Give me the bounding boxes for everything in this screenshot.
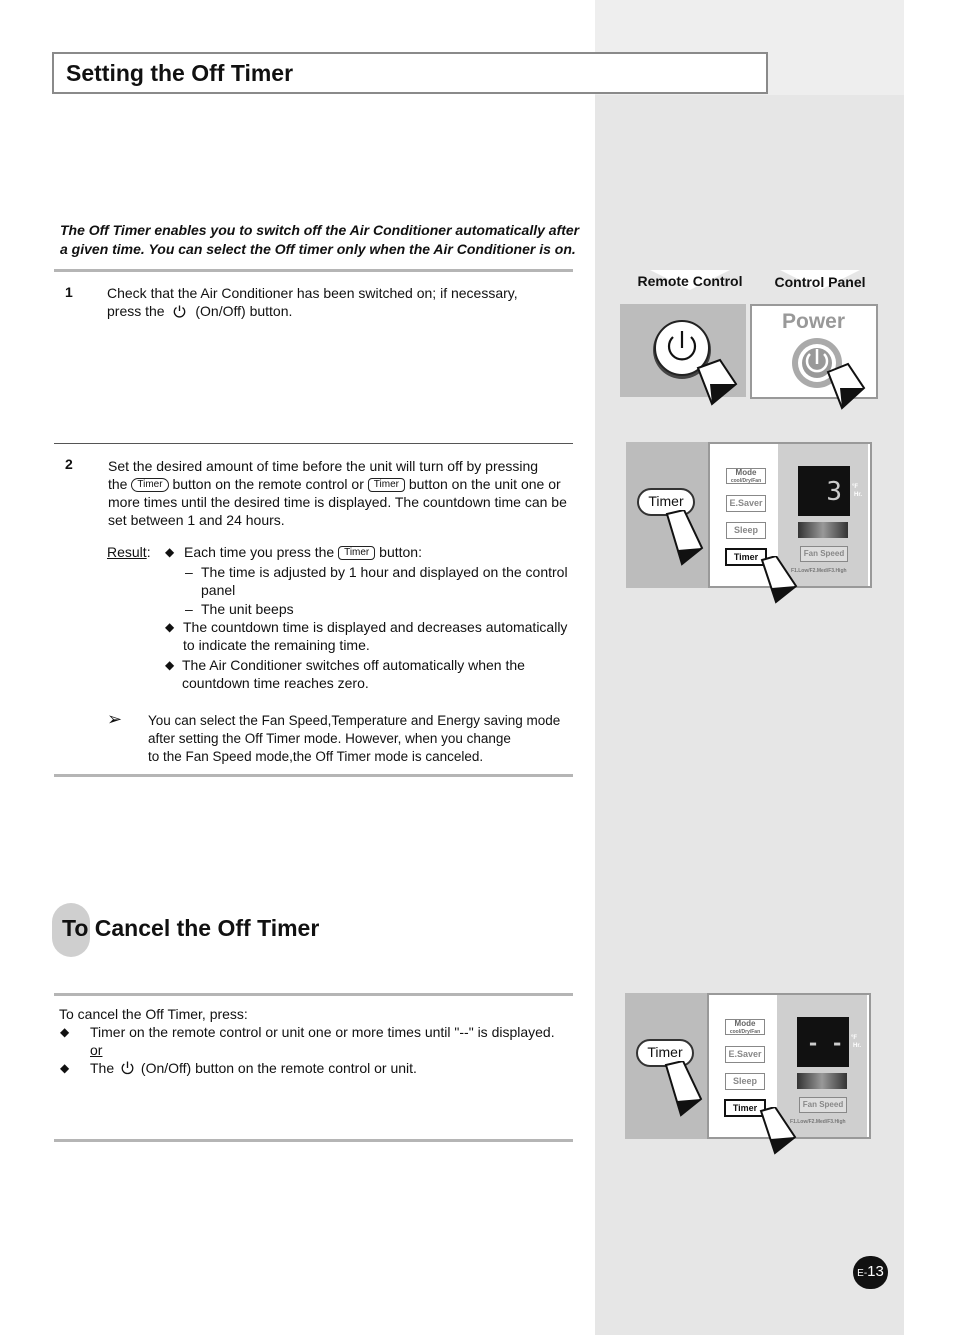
result-item-1: Each time you press the Timer button: — [184, 544, 422, 560]
timer-unit-button-icon: Timer — [368, 478, 405, 492]
page-number: E-13 — [853, 1256, 888, 1289]
divider — [54, 443, 573, 444]
intro-line-1: The Off Timer enables you to switch off the Air Conditioner automatically after — [60, 222, 580, 238]
remote-timer-button: Timer — [636, 1039, 694, 1067]
cancel-item-2: The (On/Off) button on the remote control or unit. — [90, 1060, 417, 1076]
step-1-text — [107, 284, 577, 320]
esaver-button: E.Saver — [725, 1046, 765, 1063]
cancel-item-1: Timer on the remote control or unit one or more times until "--" is displayed. — [90, 1024, 555, 1040]
power-icon — [120, 1060, 135, 1076]
dash: – — [185, 601, 193, 617]
bullet-icon: ◆ — [165, 620, 175, 634]
step-2-line-2: the Timer button on the remote control or Timer button on the unit one or — [108, 476, 561, 492]
sleep-button: Sleep — [726, 522, 766, 539]
step-2-number: 2 — [65, 456, 73, 472]
bullet-icon: ◆ — [60, 1025, 70, 1039]
divider — [54, 774, 573, 777]
bar-display — [797, 1073, 847, 1089]
control-panel-label: Control Panel — [774, 274, 866, 290]
timer-remote-button-icon: Timer — [131, 478, 168, 492]
pointer-icon — [661, 1061, 711, 1119]
section-title: To Cancel the Off Timer — [62, 915, 320, 941]
timer-unit-button-icon: Timer — [338, 546, 375, 560]
sleep-button: Sleep — [725, 1073, 765, 1090]
result-sub-2: The unit beeps — [201, 601, 294, 617]
result-sub-1: The time is adjusted by 1 hour and displayed on the control panel — [201, 564, 568, 598]
bullet-icon: ◆ — [165, 545, 175, 559]
page-title-box — [52, 52, 768, 94]
panel-timer-button: Timer — [725, 548, 767, 566]
pointer-icon — [662, 510, 712, 568]
timer-figure-1: Timer Mode cool/Dry/Fan E.Saver Sleep Timer 3 °F Hr. Fan Speed F1.Low/F2.Med/F3.High — [626, 442, 872, 588]
bullet-icon: ◆ — [165, 658, 175, 672]
note-arrow-icon: ➢ — [107, 709, 123, 729]
display: 3 — [798, 466, 850, 516]
step-1-line-1: Check that the Air Conditioner has been switched on; if necessary, — [107, 285, 518, 301]
divider — [54, 993, 573, 996]
power-icon — [172, 304, 187, 319]
intro-line-2: a given time. You can select the Off timer only when the Air Conditioner is on. — [60, 241, 576, 257]
pointer-icon — [757, 1107, 807, 1157]
fan-speed-button: Fan Speed — [800, 546, 848, 562]
step-2-line-4: set between 1 and 24 hours. — [108, 512, 285, 528]
step-2-line-1: Set the desired amount of time before the unit will turn off by pressing — [108, 458, 539, 474]
note-text: You can select the Fan Speed,Temperature and Energy saving mode after setting the Off Timer mode. However, when you change to the Fan Speed mode,the Off Timer mode is canceled. — [148, 713, 561, 764]
step-1-number: 1 — [65, 284, 73, 300]
esaver-button: E.Saver — [726, 495, 766, 512]
panel-timer-button: Timer — [724, 1099, 766, 1117]
divider — [54, 1139, 573, 1142]
display: - - — [797, 1017, 849, 1067]
power-label: Power — [782, 310, 846, 333]
page-title: Setting the Off Timer — [66, 60, 294, 86]
mode-button: Mode cool/Dry/Fan — [725, 1019, 765, 1035]
step-2-text — [108, 457, 578, 529]
step-2-line-3: more times until the desired time is displayed. The countdown time can be — [108, 494, 567, 510]
cancel-intro: To cancel the Off Timer, press: — [59, 1006, 248, 1022]
cancel-or: or — [90, 1042, 103, 1058]
bullet-icon: ◆ — [60, 1061, 70, 1075]
result-item-3: The Air Conditioner switches off automatically when the countdown time reaches zero. — [182, 657, 525, 691]
divider — [54, 269, 573, 272]
step-1-line-2: press the (On/Off) button. — [107, 303, 293, 319]
pointer-icon — [758, 556, 808, 606]
bar-display — [798, 522, 848, 538]
remote-control-label: Remote Control — [637, 273, 743, 289]
remote-timer-button: Timer — [637, 488, 695, 516]
result-item-2: The countdown time is displayed and decreases automatically to indicate the remaining time. — [183, 619, 568, 653]
fan-speed-button: Fan Speed — [799, 1097, 847, 1113]
intro-text — [60, 221, 580, 259]
dash: – — [185, 564, 193, 580]
result-label: Result: — [107, 544, 151, 560]
timer-figure-2: Timer Mode cool/Dry/Fan E.Saver Sleep Timer - - °F Hr. Fan Speed F1.Low/F2.Med/F3.High — [625, 993, 871, 1139]
mode-button: Mode cool/Dry/Fan — [726, 468, 766, 484]
